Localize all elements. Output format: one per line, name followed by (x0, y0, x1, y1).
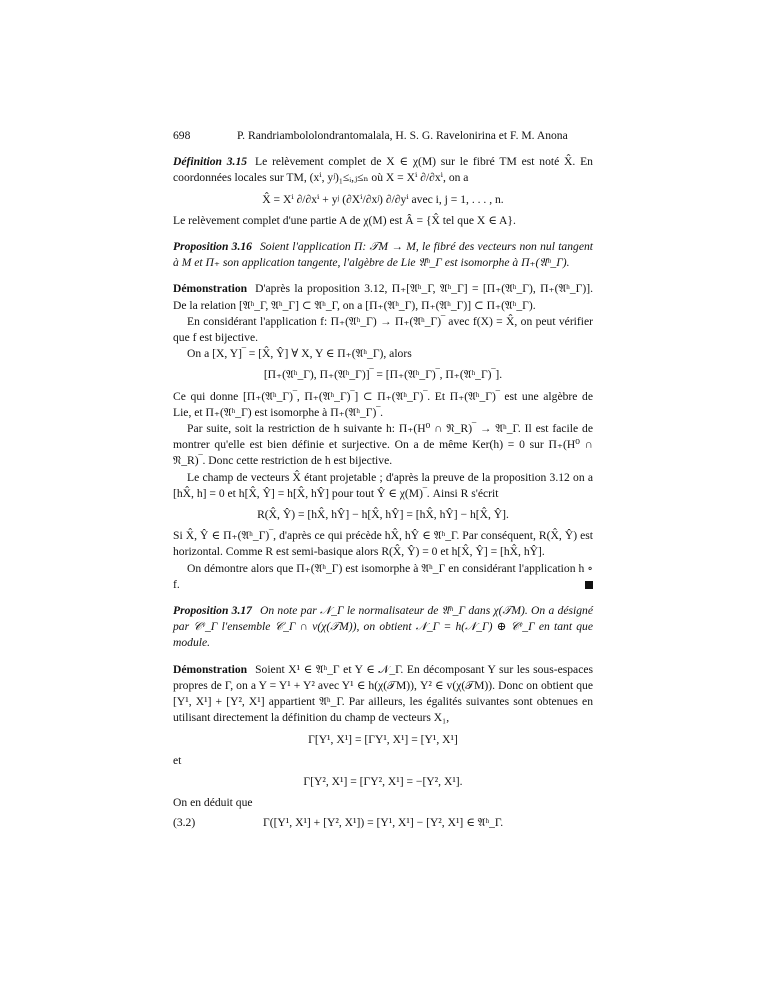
page (173, 128, 593, 836)
proof-1-eq1: [Π₊(𝔄ʰ_Γ), Π₊(𝔄ʰ_Γ)]‾ = [Π₊(𝔄ʰ_Γ)‾, Π₊(𝔄ʰ_Γ)‾]. (263, 368, 503, 382)
definition-3-15 (173, 154, 593, 186)
proof-2-et: et (173, 753, 182, 767)
equation-lift: X̂ = Xⁱ ∂/∂xⁱ + yʲ (∂Xⁱ/∂xʲ) ∂/∂yⁱ avec i, j = 1, . . . , n. (262, 192, 504, 206)
definition-label: Définition 3.15 (173, 155, 248, 169)
proof-2-eq1: Γ[Y¹, X¹] = [ΓY¹, X¹] = [Y¹, X¹] (308, 732, 458, 746)
definition-text: Le relèvement complet de X ∈ χ(M) sur le fibré TM est noté X̂. En coordonnées locales sur TM, (xⁱ, yʲ)₁≤ᵢ,ⱼ≤ₙ où X = Xⁱ ∂/∂xⁱ, on a (173, 155, 593, 185)
proposition-3-17 (173, 603, 593, 652)
proof-1-p4: Ce qui donne [Π₊(𝔄ʰ_Γ)‾, Π₊(𝔄ʰ_Γ)‾] ⊂ Π₊(𝔄ʰ_Γ)‾. Et Π₊(𝔄ʰ_Γ)‾ est une algèbre de Lie, et Π₊(𝔄ʰ_Γ) est isomorphe à Π₊(𝔄ʰ_Γ)‾. (173, 389, 593, 419)
equation-body: Γ([Y¹, X¹] + [Y², X¹]) = [Y¹, X¹] − [Y², X¹] ∈ 𝔄ʰ_Γ. (263, 816, 504, 830)
proof-2-deduit: On en déduit que (173, 796, 253, 810)
proof-1-p8-text: On démontre alors que Π₊(𝔄ʰ_Γ) est isomorphe à 𝔄ʰ_Γ en considérant l'application h ∘ f. (173, 561, 593, 591)
proof-2 (173, 662, 593, 727)
proof-1-eq2: R(X̂, Ŷ) = [hX̂, hŶ] − h[X̂, hŶ] = [hX̂, hŶ] − h[X̂, Ŷ]. (257, 508, 509, 522)
proposition-text: On note par 𝒩_Γ le normalisateur de 𝔄ʰ_Γ dans χ(𝒯M). On a désigné par 𝒞ᵛ_Γ l'ensemble 𝒞_Γ ∩ v(χ(𝒯M)), on obtient 𝒩_Γ = h(𝒩_Γ) ⊕ 𝒞ᵛ_Γ en tant que module. (173, 604, 593, 650)
proof-label: Démonstration (173, 282, 248, 296)
qed-square (585, 581, 593, 589)
proof-1-p2: En considérant l'application f: Π₊(𝔄ʰ_Γ) → Π₊(𝔄ʰ_Γ)‾ avec f(X) = X̂, on peut vérifier que f est bijective. (173, 314, 593, 345)
proof-1-p5: Par suite, soit la restriction de h suivante h: Π₊(H⁰ ∩ 𝔑_R)‾ → 𝔄ʰ_Γ. Il est facile de montrer qu'elle est bien définie et surjective. On a de même Ker(h) = 0 sur Π₊(H⁰ ∩ 𝔑_R)‾. Donc cette restriction de h est bijective. (173, 422, 593, 468)
proof-2-eq2: Γ[Y², X¹] = [ΓY², X¹] = −[Y², X¹]. (303, 774, 463, 788)
equation-number: (3.2) (173, 816, 196, 830)
definition-after: Le relèvement complet d'une partie A de χ(M) est Â = {X̂ tel que X ∈ A}. (173, 213, 516, 227)
proposition-3-16 (173, 239, 593, 271)
proof-1-p3: On a [X, Y]‾ = [X̂, Ŷ] ∀ X, Y ∈ Π₊(𝔄ʰ_Γ), alors (187, 347, 412, 361)
proposition-label: Proposition 3.17 (173, 604, 252, 618)
proof-2-p1: Soient X¹ ∈ 𝔄ʰ_Γ et Y ∈ 𝒩_Γ. En décomposant Y sur les sous-espaces propres de Γ, on a Y = Y¹ + Y² avec Y¹ ∈ h(χ(𝒯M)), Y² ∈ v(χ(𝒯M)). Donc on obtient que [Y¹, X¹] + [Y², X¹] appartient 𝔄ʰ_Γ. Par ailleurs, les égalités suivantes sont obtenues en utilisant directement la définition du champ de vecteurs X₁, (173, 662, 593, 725)
proof-1 (173, 281, 593, 313)
proof-1-p6: Le champ de vecteurs X̂ étant projetable ; d'après la preuve de la proposition 3.12 on a [hX̂, h] = 0 et h[X̂, Ŷ] = h[X̂, hŶ] pour tout Ŷ ∈ χ(M)‾. Ainsi R s'écrit (173, 470, 593, 500)
proposition-text: Soient l'application Π: 𝒯M → M, le fibré des vecteurs non nul tangent à M et Π₊ son application tangente, l'algèbre de Lie 𝔄ʰ_Γ est isomorphe à Π₊(𝔄ʰ_Γ). (173, 240, 593, 270)
authors: P. Randriambololondrantomalala, H. S. G. Ravelonirina et F. M. Anona (237, 129, 568, 142)
running-header (173, 128, 593, 144)
proposition-label: Proposition 3.16 (173, 240, 252, 254)
proof-label: Démonstration (173, 662, 248, 676)
proof-1-p7: Si X̂, Ŷ ∈ Π₊(𝔄ʰ_Γ)‾, d'après ce qui précède hX̂, hŶ ∈ 𝔄ʰ_Γ. Par conséquent, R(X̂, Ŷ) est horizontal. Comme R est semi-basique alors R(X̂, Ŷ) = 0 et h[X̂, Ŷ] = [hX̂, hŶ]. (173, 529, 593, 559)
proof-1-p8 (173, 561, 593, 593)
page-number: 698 (173, 129, 191, 142)
proof-1-p1: D'après la proposition 3.12, Π₊[𝔄ʰ_Γ, 𝔄ʰ_Γ] = [Π₊(𝔄ʰ_Γ), Π₊(𝔄ʰ_Γ)]. De la relation [𝔄ʰ_Γ, 𝔄ʰ_Γ] ⊂ 𝔄ʰ_Γ, on a [Π₊(𝔄ʰ_Γ), Π₊(𝔄ʰ_Γ)] ⊂ Π₊(𝔄ʰ_Γ). (173, 282, 593, 312)
equation-3-2 (173, 815, 593, 831)
